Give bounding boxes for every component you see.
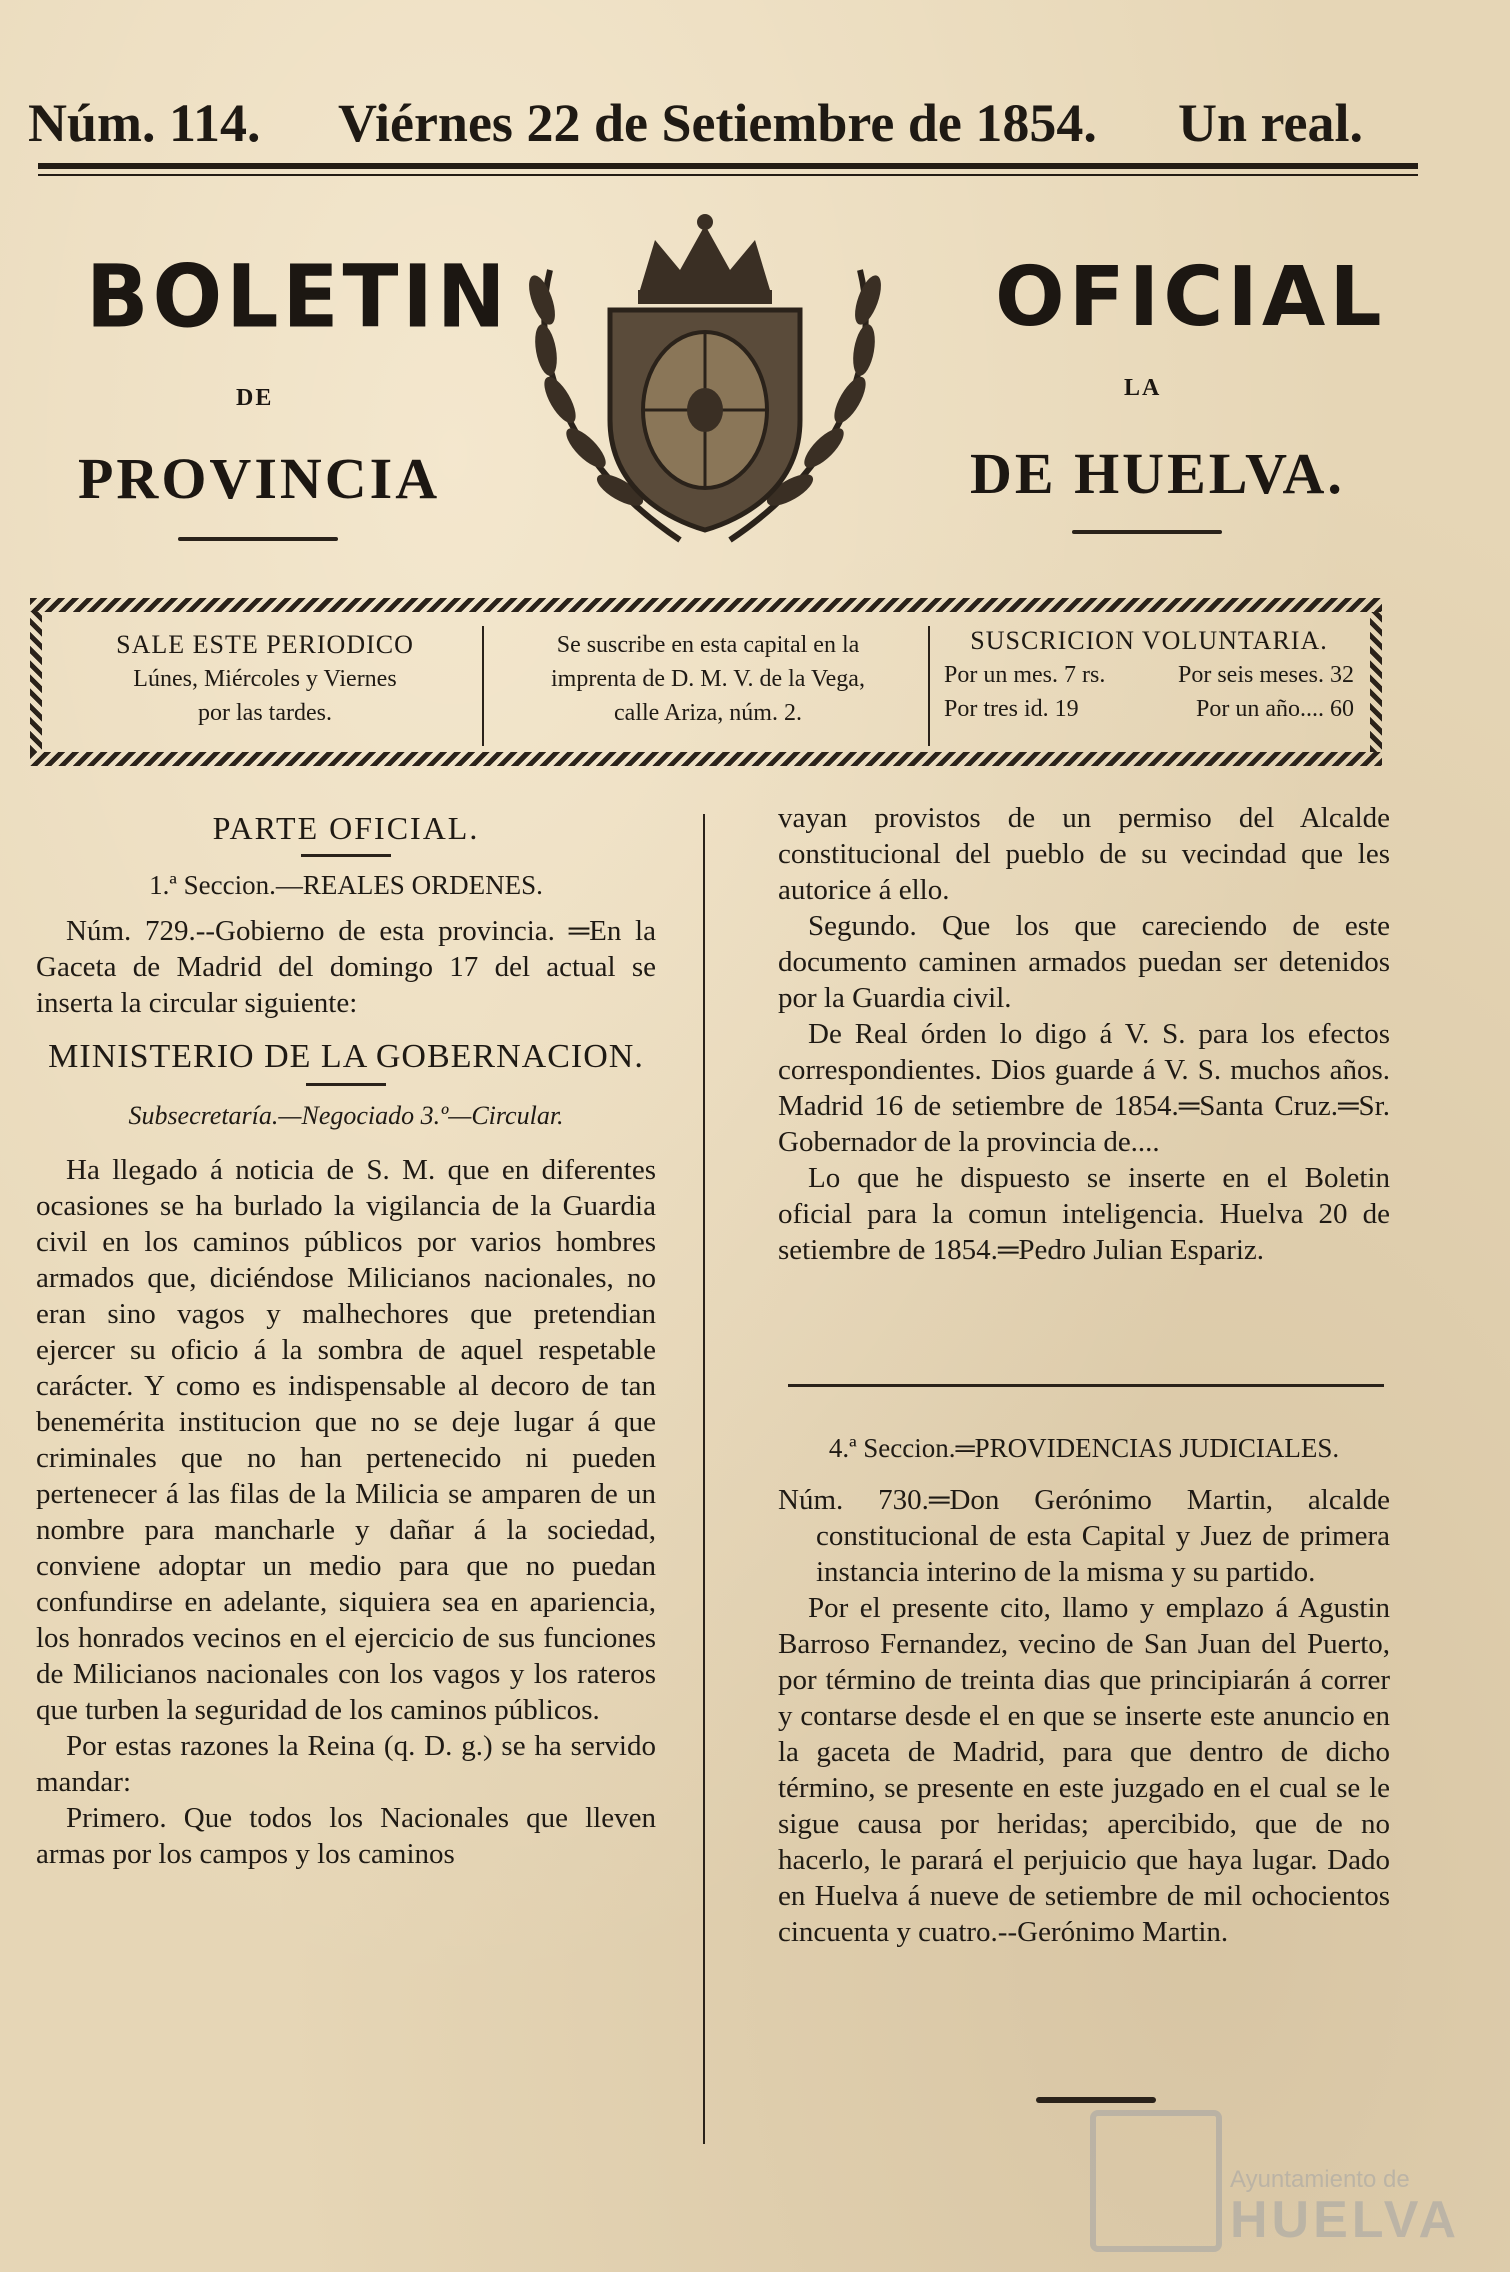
section-title: PARTE OFICIAL. [212, 810, 480, 846]
masthead-title-provincia: PROVINCIA [78, 446, 441, 511]
section-heading: 4.ª Seccion.═PROVIDENCIAS JUDICIALES. [828, 1433, 1340, 1463]
coat-of-arms-icon [490, 210, 920, 560]
publication-schedule [60, 628, 470, 730]
section-separator [788, 1384, 1384, 1387]
issue-header-line [28, 92, 1428, 152]
circular-paragraph: Lo que he dispuesto se inserte en el Boletin oficial para la comun inteligencia. Huelva 20 de setiembre de 1854.═Pedro Julian Espariz. [778, 1162, 1390, 1266]
circular-paragraph: Por estas razones la Reina (q. D. g.) se ha servido mandar: [36, 1730, 656, 1798]
right-column [778, 800, 1390, 1268]
location-line: imprenta de D. M. V. de la Vega, [551, 666, 865, 692]
left-column [36, 810, 656, 1872]
price-six-months: Por seis meses. 32 [1178, 662, 1354, 688]
section-heading: 1.ª Seccion.—REALES ORDENES. [149, 870, 543, 900]
price-row [936, 658, 1362, 692]
issue-date: Viérnes 22 de Setiembre de 1854. [338, 93, 1097, 153]
schedule-time: por las tardes. [198, 700, 332, 726]
box-divider [482, 626, 484, 746]
ornament-right [1072, 530, 1222, 534]
masthead-title-la: LA [1124, 375, 1162, 401]
circular-paragraph: De Real órden lo digo á V. S. para los efectos correspondientes. Dios guarde á V. S. muchos años. Madrid 16 de setiembre de 1854.═Santa Cruz.═Sr. Gobernador de la provincia de.... [778, 1018, 1390, 1158]
box-border-right [1370, 612, 1382, 752]
notice-730: Núm. 730.═Don Gerónimo Martin, alcalde constitucional de esta Capital y Juez de primera instancia interino de la misma y su partido. [778, 1484, 1390, 1588]
judicial-paragraph: Por el presente cito, llamo y emplazo á Agustin Barroso Fernandez, vecino de San Juan del Puerto, por término de treinta dias que principiarán á correr y contarse desde el en que se inserte este anuncio en la gaceta de Madrid, para que dentro de dicho término, se presente en este juzgado en el cual se le sigue causa por heridas; apercibido, que de no hacerlo, le parará el perjuicio que haya lugar. Dado en Huelva á nueve de setiembre de mil ochocientos cincuenta y cuatro.--Gerónimo Martin. [778, 1592, 1390, 1948]
prices-title: SUSCRICION VOLUNTARIA. [970, 626, 1328, 655]
price-year: Por un año.... 60 [1196, 696, 1354, 722]
ornament-left [178, 537, 338, 541]
circular-paragraph: Segundo. Que los que careciendo de este documento caminen armados puedan ser detenidos por la Guardia civil. [778, 910, 1390, 1014]
schedule-title: SALE ESTE PERIODICO [116, 630, 414, 659]
judicial-section [778, 1420, 1390, 1950]
column-divider [703, 814, 705, 2144]
small-divider [301, 854, 391, 857]
subscription-location [496, 628, 920, 730]
schedule-days: Lúnes, Miércoles y Viernes [133, 666, 397, 692]
watermark-line-2: HUELVA [1230, 2191, 1461, 2249]
masthead-title-boletin: BOLETIN [86, 247, 510, 348]
location-line: Se suscribe en esta capital en la [556, 632, 860, 658]
circular-paragraph: Primero. Que todos los Nacionales que lleven armas por los campos y los caminos [36, 1802, 656, 1870]
header-rule-thick [38, 163, 1418, 169]
notice-729: Núm. 729.--Gobierno de esta provincia. ═En la Gaceta de Madrid del domingo 17 del actual se inserta la circular siguiente: [36, 915, 656, 1019]
box-border-top [30, 598, 1382, 612]
issue-price: Un real. [1178, 93, 1363, 153]
header-rule-thin [38, 174, 1418, 176]
masthead-title-oficial: OFICIAL [995, 250, 1386, 345]
circular-paragraph: Ha llegado á noticia de S. M. que en diferentes ocasiones se ha burlado la vigilancia de la Guardia civil en los caminos públicos por varios hombres armados que, diciéndose Milicianos nacionales, no eran sino vagos y malhechores que pretendian ejercer su oficio á la sombra de aquel respetable carácter. Y como es indispensable al decoro de tan benemérita institucion que no se deje lugar á que criminales que no han pertenecido ni pueden pertenecer á las filas de la Milicia se amparen de un nombre para mancharle y dañar á la sociedad, conviene adoptar un medio para que no puedan confundirse en adelante, siquiera sea en apariencia, los honrados vecinos en el ejercicio de sus funciones de Milicianos nacionales con los vagos y los rateros que turben la seguridad de los caminos públicos. [36, 1154, 656, 1726]
box-divider [928, 626, 930, 746]
issue-number: Núm. 114. [28, 93, 261, 153]
price-month: Por un mes. 7 rs. [944, 662, 1106, 688]
watermark [1090, 2100, 1461, 2250]
box-border-left [30, 612, 42, 752]
location-line: calle Ariza, núm. 2. [614, 700, 802, 726]
subscription-info-box [30, 598, 1382, 766]
circular-paragraph: vayan provistos de un permiso del Alcalde constitucional del pueblo de su vecindad que les autorice á ello. [778, 802, 1390, 906]
price-three-months: Por tres id. 19 [944, 696, 1079, 722]
subsection-heading: Subsecretaría.—Negociado 3.º—Circular. [128, 1101, 564, 1130]
masthead-title-de: DE [236, 385, 274, 411]
watermark-line-1: Ayuntamiento de [1230, 2166, 1410, 2193]
box-border-bottom [30, 752, 1382, 766]
price-row [936, 692, 1362, 726]
small-divider [306, 1083, 386, 1086]
ministry-heading: MINISTERIO DE LA GOBERNACION. [48, 1038, 644, 1075]
masthead-title-de-huelva: DE HUELVA. [970, 441, 1345, 506]
city-shield-icon [1090, 2110, 1222, 2252]
subscription-prices [936, 624, 1362, 726]
